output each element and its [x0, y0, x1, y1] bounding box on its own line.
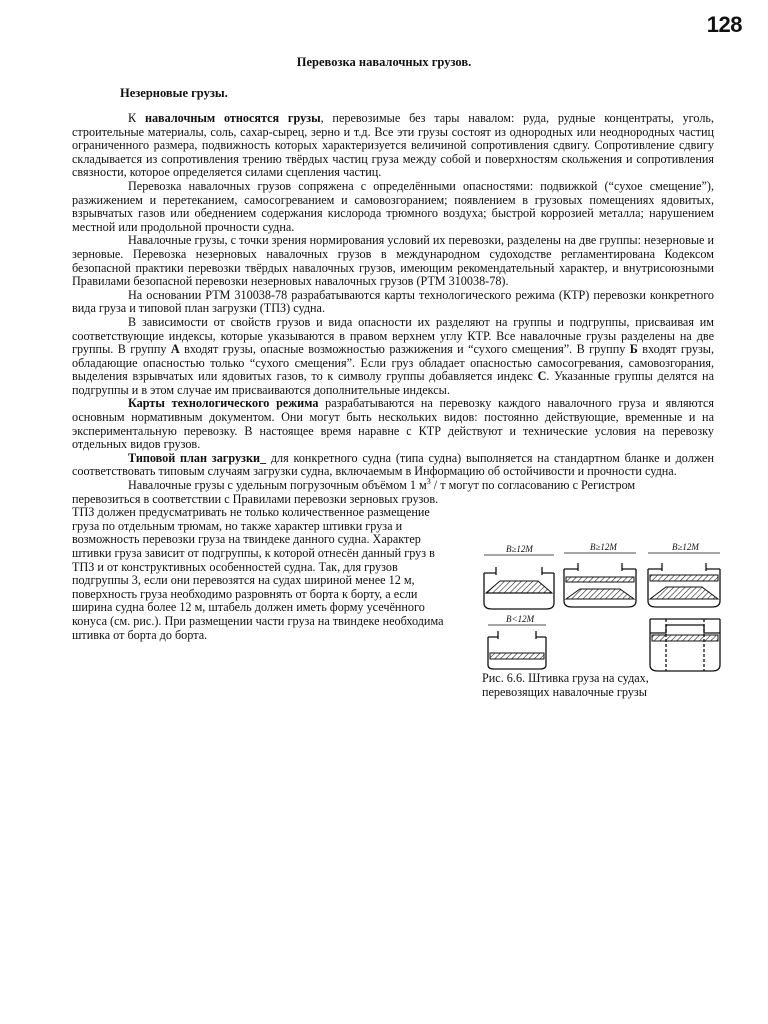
text-line: подгруппы 3, если они перевозятся на судах шириной менее 12 м, — [72, 573, 415, 588]
paragraph-7 — [72, 452, 714, 479]
paragraph-8-continued — [72, 493, 470, 643]
paragraph-4: На основании РТМ 310038-78 разрабатываются карты технологического режима (КТР) перевозки конкретного вида груза и типовой план загрузки (ТПЗ) судна. — [72, 287, 714, 316]
page-number: 128 — [706, 12, 742, 37]
paragraph-5 — [72, 316, 714, 398]
paragraph-7-text: для конкретного судна (типа судна) выполняется на стандартном бланке и должен соответствовать типовым случаям загрузки судна, включаемым в Информацию об остойчивости и прочности судна. — [72, 450, 714, 479]
figure-caption — [482, 672, 722, 699]
hold-diagram-5 — [650, 619, 720, 671]
subsection-title: Незерновые грузы. — [120, 86, 228, 100]
stowage-figure — [482, 541, 722, 673]
caption-line: Рис. 6.6. Штивка груза на судах, — [482, 671, 649, 685]
paragraph-1-pre: К — [128, 111, 145, 125]
group-a-index: А — [170, 342, 180, 357]
paragraph-8 — [72, 476, 714, 493]
text-line: поверхность груза необходимо разровнять от борта к борту, а если — [72, 586, 418, 601]
paragraph-8-text-a: Навалочные грузы с удельным погрузочным объёмом 1 м — [128, 478, 427, 493]
paragraph-1-term: навалочным относятся грузы — [144, 111, 321, 125]
width-label-2: B≥12M — [590, 542, 617, 552]
text-line: перевозиться в соответствии с Правилами перевозки зерновых грузов. — [72, 491, 439, 506]
paragraph-1 — [72, 112, 714, 180]
paragraph-1-text: , перевозимые без тары навалом: руда, рудные концентраты, уголь, строительные материалы, соль, сахар-сырец, зерно и т.д. Все эти грузы состоят из однородных или неоднородных частиц ограниченного размера, подвижность которых характеризуется величиной сопротивления сдвигу. Сопротивление сдвигу складывается из сопротивления трению твёрдых частиц груза между собой и поверхностям скольжения и сопротивления связности, которое определяется силами сцепления частиц. — [72, 111, 715, 180]
paragraph-7-term: Типовой план загрузки_ — [128, 450, 267, 465]
text-line: ширина судна более 12 м, штабель должен иметь форму усечённого — [72, 600, 425, 615]
caption-line: перевозящих навалочные грузы — [482, 684, 647, 699]
text-line: ТПЗ должен предусматривать не только количественное размещение — [72, 505, 430, 520]
paragraph-2: Перевозка навалочных грузов сопряжена с определёнными опасностями: подвижкой (“сухое смещение”), разжижением и перетеканием, самосогреванием и самовозгоранием; появлением в грузовых помещениях ядовитых, взрывчатых газов или обеднением содержания кислорода трюмного воздуха; быстрой коррозией металла; нарушением местной или продольной прочности судна. — [72, 178, 714, 234]
text-line: груза по отдельным трюмам, но также характер штивки груза и — [72, 518, 403, 533]
text-line: конуса (см. рис.). При размещении части груза на твиндеке необходима — [72, 613, 444, 628]
hold-diagram-4 — [488, 625, 546, 669]
paragraph-5-text-e: . Указанные группы делятся на подгруппы и в этом случае им присваиваются дополнительные индексы. — [72, 369, 714, 397]
width-label-3: B≥12M — [672, 542, 699, 552]
hold-diagram-3 — [648, 553, 720, 607]
paragraph-8-text-b: / т могут по согласованию с Регистром — [430, 478, 636, 493]
cubic-superscript: 3 — [426, 476, 431, 486]
section-title: Перевозка навалочных грузов. — [296, 55, 472, 69]
paragraph-5-text-c: входят грузы, опасные возможностью разжижения и “сухого смещения”. В группу — [179, 342, 630, 357]
text-line: ТПЗ и от конструктивных особенностей судна. Так, для грузов — [72, 559, 398, 574]
text-line: штивки груза зависит от подгруппы, к которой отнесён данный груз в — [72, 546, 435, 560]
paragraph-3: Навалочные грузы, с точки зрения нормирования условий их перевозки, разделены на две группы: незерновые и зерновые. Перевозка незерновых навалочных грузов в международном судоходстве регламентирована Кодексом безопасной практики перевозки твёрдых навалочных грузов, имеющим рекомендательный характер, и внутрисоюзными Правилами безопасной перевозки незерновых навалочных грузов (РТМ 310038-78). — [72, 233, 714, 289]
hold-diagram-1 — [484, 555, 554, 609]
paragraph-5-text-a: В зависимости от свойств грузов и вида опасности их разделяют на группы и подгруппы, присваивая им соответствующие индексы, которые указываются в правом верхнем углу КТР. Все навалочные грузы разделены на две группы. В группу — [72, 314, 714, 357]
text-line: штивка от борта до борта. — [72, 627, 208, 642]
text-line: возможность перевозки груза на твиндеке данного судна. Характер — [72, 532, 421, 547]
width-label-4: B<12M — [506, 614, 535, 624]
paragraph-6 — [72, 397, 714, 451]
hold-diagram-2 — [564, 553, 636, 607]
paragraph-6-text: разрабатываются на перевозку каждого навалочного груза и являются основным нормативным документом. Они могут быть нескольких видов: постоянно действующие, временные и на экспериментальную перевозку. В настоящее время наравне с КТР действуют и технические условия на перевозку отдельных видов грузов. — [72, 396, 714, 452]
group-c-index: С — [537, 369, 547, 384]
stowage-diagrams — [482, 541, 722, 673]
width-label-1: B≥12M — [506, 544, 533, 554]
paragraph-6-term: Карты технологического режима — [128, 396, 319, 411]
paragraph-5-text-d: входят грузы, обладающие опасностью только “сухого смещения”. Если груз обладает опасностью самосогревания, самовозгорания, выделения взрывчатых или ядовитых газов, то к символу группы добавляется индекс — [72, 342, 714, 384]
group-b-index: Б — [629, 342, 638, 357]
